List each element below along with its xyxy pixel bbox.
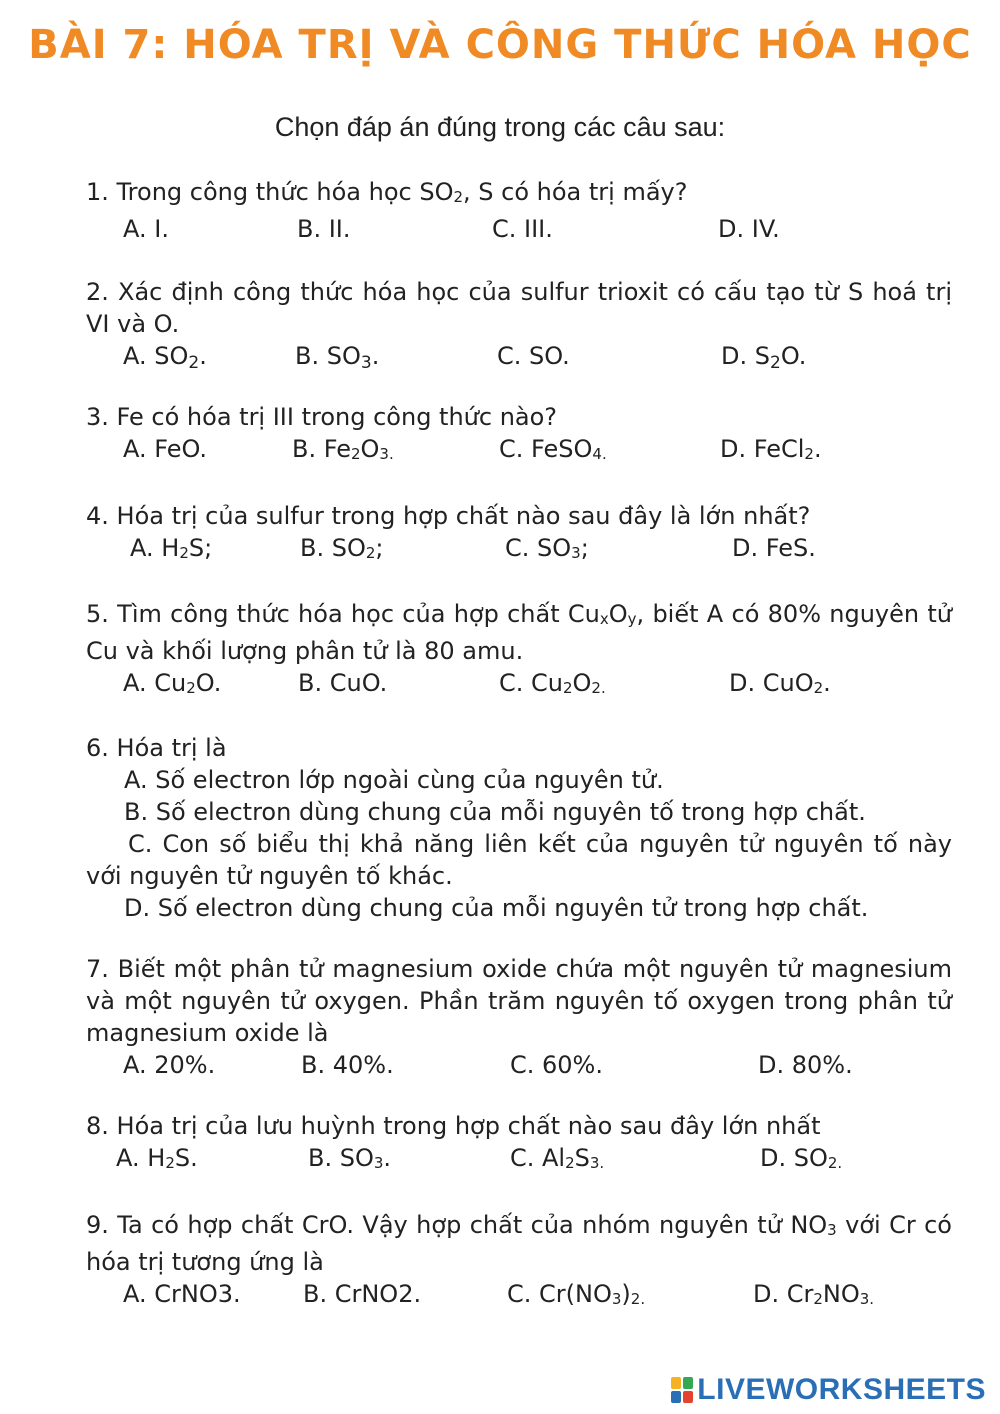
question-8-options: [86, 1142, 952, 1174]
question-2: [86, 276, 952, 372]
answer-option[interactable]: C. SO3;: [505, 534, 589, 562]
logo-square: [671, 1391, 681, 1403]
answer-option[interactable]: A. CrNO3.: [123, 1280, 241, 1308]
question-7-text: 7. Biết một phân tử magnesium oxide chứa một nguyên tử magnesium và một nguyên tử oxygen. Phần trăm nguyên tố oxygen trong phân tử magnesium oxide là: [86, 955, 952, 1047]
question-7: [86, 953, 952, 1081]
question-5: [86, 598, 952, 699]
answer-option[interactable]: C. III.: [492, 215, 553, 243]
answer-option[interactable]: D. Cr2NO3.: [753, 1280, 875, 1308]
answer-option[interactable]: C. 60%.: [510, 1051, 603, 1079]
question-8-text: 8. Hóa trị của lưu huỳnh trong hợp chất nào sau đây lớn nhất: [86, 1112, 821, 1140]
question-6-text: 6. Hóa trị là: [86, 734, 227, 762]
question-4: [86, 500, 952, 564]
answer-option[interactable]: A. FeO.: [123, 435, 208, 463]
brand-name: LIVEWORKSHEETS: [697, 1373, 986, 1406]
answer-option[interactable]: D. Số electron dùng chung của mỗi nguyên tử trong hợp chất.: [124, 894, 869, 922]
question-3-options: [86, 433, 952, 465]
question-4-text: 4. Hóa trị của sulfur trong hợp chất nào sau đây là lớn nhất?: [86, 502, 811, 530]
page-title: BÀI 7: HÓA TRỊ VÀ CÔNG THỨC HÓA HỌC: [28, 22, 972, 68]
question-5-options: [86, 667, 952, 699]
question-2-text: 2. Xác định công thức hóa học của sulfur trioxit có cấu tạo từ S hoá trị VI và O.: [86, 278, 952, 338]
answer-option[interactable]: B. CrNO2.: [303, 1280, 422, 1308]
logo-square: [671, 1377, 681, 1389]
question-1-text: 1. Trong công thức hóa học SO2, S có hóa trị mấy?: [86, 178, 688, 206]
answer-option[interactable]: A. Cu2O.: [123, 669, 222, 697]
logo-square: [683, 1391, 693, 1403]
answer-option[interactable]: B. Số electron dùng chung của mỗi nguyên tố trong hợp chất.: [124, 798, 866, 826]
question-9: [86, 1209, 952, 1310]
answer-option[interactable]: B. SO3.: [308, 1144, 392, 1172]
question-1-options: [86, 213, 952, 245]
answer-option[interactable]: D. SO2.: [760, 1144, 843, 1172]
answer-option[interactable]: C. Cr(NO3)2.: [507, 1280, 646, 1308]
answer-option[interactable]: C. Cu2O2.: [499, 669, 606, 697]
answer-option[interactable]: D. 80%.: [758, 1051, 853, 1079]
answer-option[interactable]: D. IV.: [718, 215, 780, 243]
answer-option[interactable]: C. Con số biểu thị khả năng liên kết của nguyên tử nguyên tố này với nguyên tử nguyên tố khác.: [86, 830, 952, 890]
question-9-options: [86, 1278, 952, 1310]
question-2-options: [86, 340, 952, 372]
answer-option[interactable]: D. FeS.: [732, 534, 816, 562]
logo-square: [683, 1377, 693, 1389]
answer-option[interactable]: B. 40%.: [301, 1051, 394, 1079]
answer-option[interactable]: D. CuO2.: [729, 669, 831, 697]
answer-option[interactable]: D. S2O.: [721, 342, 807, 373]
question-9-text: 9. Ta có hợp chất CrO. Vậy hợp chất của nhóm nguyên tử NO3 với Cr có hóa trị tương ứng là: [86, 1211, 952, 1276]
answer-option[interactable]: B. II.: [297, 215, 351, 243]
liveworksheets-logo[interactable]: [671, 1372, 986, 1408]
question-8: [86, 1110, 952, 1174]
question-3: [86, 401, 952, 465]
answer-option[interactable]: B. Fe2O3.: [292, 435, 394, 463]
answer-option[interactable]: A. H2S;: [130, 534, 213, 562]
answer-option[interactable]: A. 20%.: [123, 1051, 216, 1079]
answer-option[interactable]: B. CuO.: [298, 669, 388, 697]
answer-option[interactable]: B. SO3.: [295, 342, 380, 373]
answer-option[interactable]: B. SO2;: [300, 534, 384, 562]
question-3-text: 3. Fe có hóa trị III trong công thức nào?: [86, 403, 558, 431]
question-6: [86, 732, 952, 924]
answer-option[interactable]: C. FeSO4.: [499, 435, 607, 463]
answer-option[interactable]: D. FeCl2.: [720, 435, 822, 463]
answer-option[interactable]: A. H2S.: [116, 1144, 198, 1172]
question-7-options: [86, 1049, 952, 1081]
answer-option[interactable]: A. Số electron lớp ngoài cùng của nguyên tử.: [124, 766, 664, 794]
answer-option[interactable]: A. SO2.: [123, 342, 207, 373]
answer-option[interactable]: C. Al2S3.: [510, 1144, 605, 1172]
logo-grid-icon: [671, 1377, 693, 1403]
question-5-text: 5. Tìm công thức hóa học của hợp chất CuxOy, biết A có 80% nguyên tử Cu và khối lượng phân tử là 80 amu.: [86, 600, 953, 665]
answer-option[interactable]: A. I.: [123, 215, 169, 243]
answer-option[interactable]: C. SO.: [497, 342, 570, 370]
question-1: [86, 176, 952, 245]
question-4-options: [86, 532, 952, 564]
instruction-text: Chọn đáp án đúng trong các câu sau:: [274, 112, 726, 142]
